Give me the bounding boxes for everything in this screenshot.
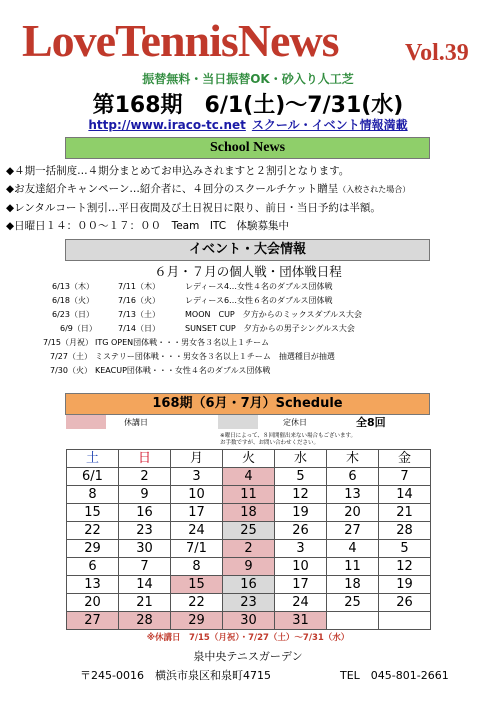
news-item: ◆お友達紹介キャンペーン…紹介者に、４回分のスクールチケット贈呈（入校された場合）: [6, 183, 411, 195]
calendar-day: 25: [327, 594, 379, 612]
calendar-day: 12: [379, 558, 431, 576]
weekday-label: 火: [223, 450, 275, 468]
calendar-day: 20: [67, 594, 119, 612]
event-date-2: 7/16（火）: [118, 296, 160, 305]
event-description: ミステリー団体戦・・・男女各３名以上１チーム 抽選種目が抽選: [95, 352, 335, 361]
calendar-day: 8: [171, 558, 223, 576]
weekday-label: 金: [379, 450, 431, 468]
calendar-day: 22: [67, 522, 119, 540]
calendar-day: 17: [275, 576, 327, 594]
calendar-day: 14: [379, 486, 431, 504]
event-date: 6/9（日）: [60, 324, 97, 333]
event-date: 6/18（火）: [52, 296, 94, 305]
event-date: 7/30（火）: [50, 366, 92, 375]
school-news-heading: School News: [65, 137, 430, 159]
calendar-day: 12: [275, 486, 327, 504]
calendar-day: 7: [119, 558, 171, 576]
calendar-day: 21: [119, 594, 171, 612]
calendar-day: 11: [327, 558, 379, 576]
calendar-day: 17: [171, 504, 223, 522]
calendar-day: 16: [119, 504, 171, 522]
session-total: 全8回: [356, 416, 386, 429]
school-news-list: [6, 162, 410, 235]
events-subtitle: ６月・７月の個人戦・団体戦日程: [154, 264, 342, 279]
calendar-day: 10: [171, 486, 223, 504]
calendar-day: 16: [223, 576, 275, 594]
legend-off-swatch: [66, 415, 106, 429]
calendar-day: 18: [223, 504, 275, 522]
calendar-day: 19: [275, 504, 327, 522]
event-date: 6/23（日）: [52, 310, 94, 319]
calendar-week-row: [67, 522, 431, 540]
calendar-week-row: [67, 594, 431, 612]
calendar-day: 24: [171, 522, 223, 540]
schedule-note-line: ※曜日によって、８回開催出来ない場合もございます。: [220, 433, 357, 439]
calendar-day: 11: [223, 486, 275, 504]
event-description: SUNSET CUP 夕方からの男子シングルス大会: [185, 324, 355, 333]
calendar-day: 29: [171, 612, 223, 630]
calendar-day: 27: [327, 522, 379, 540]
calendar-day: 30: [119, 540, 171, 558]
schedule-note: [220, 433, 356, 447]
event-date-2: 7/14（日）: [118, 324, 160, 333]
calendar-day: 9: [223, 558, 275, 576]
calendar-day: 18: [327, 576, 379, 594]
calendar-day: 15: [67, 504, 119, 522]
calendar-week-row: [67, 558, 431, 576]
calendar-week-row: [67, 576, 431, 594]
calendar-day: 23: [119, 522, 171, 540]
calendar-day: 8: [67, 486, 119, 504]
url-note: スクール・イベント情報満載: [251, 118, 408, 132]
calendar-day: 24: [275, 594, 327, 612]
weekday-label: 木: [327, 450, 379, 468]
news-item: ◆４期一括制度…４期分まとめてお申込みされますと２割引となります。: [6, 165, 350, 177]
calendar-day: [327, 612, 379, 630]
calendar-day: 23: [223, 594, 275, 612]
event-date: 6/13（木）: [52, 282, 94, 291]
calendar-day: 27: [67, 612, 119, 630]
event-description: ITG OPEN団体戦・・・男女各３名以上１チーム: [95, 338, 270, 347]
calendar-day: 26: [379, 594, 431, 612]
calendar-day: 5: [275, 468, 327, 486]
url-line: [0, 116, 496, 133]
calendar-day: 20: [327, 504, 379, 522]
calendar-day: [379, 612, 431, 630]
calendar-day: 2: [119, 468, 171, 486]
calendar-day: 6: [327, 468, 379, 486]
calendar-day: 29: [67, 540, 119, 558]
calendar-header-row: [67, 450, 431, 468]
calendar-day: 3: [275, 540, 327, 558]
calendar-week-row: [67, 468, 431, 486]
event-description: MOON CUP 夕方からのミックスダブルス大会: [185, 310, 362, 319]
news-item: ◆レンタルコート割引…平日夜間及び土日祝日に限り、前日・当日予約は半額。: [6, 202, 381, 214]
event-description: レディース6…女性６名のダブルス団体戦: [185, 296, 333, 305]
calendar-day: 22: [171, 594, 223, 612]
calendar-day: 10: [275, 558, 327, 576]
website-link[interactable]: http://www.iraco-tc.net: [88, 118, 246, 132]
calendar-day: 6: [67, 558, 119, 576]
calendar-day: 4: [223, 468, 275, 486]
weekday-label: 日: [119, 450, 171, 468]
event-description: レディース4…女性４名のダブルス団体戦: [185, 282, 333, 291]
legend-closed-swatch: [218, 415, 258, 429]
calendar-day: 21: [379, 504, 431, 522]
newsletter-title: LoveTennisNews: [22, 15, 339, 66]
shop-address: 〒245-0016 横浜市泉区和泉町4715: [80, 669, 271, 682]
tagline: 振替無料・当日振替OK・砂入り人工芝: [142, 72, 354, 86]
news-item: ◆日曜日１４：００～１７：００ Team ITC 体験募集中: [6, 220, 290, 232]
schedule-heading: 168期（6月・7月）Schedule: [65, 393, 430, 415]
period-heading: 第168期 6/1(土)～7/31(水): [92, 93, 404, 118]
event-date-2: 7/11（木）: [118, 282, 160, 291]
event-date: 7/27（土）: [50, 352, 92, 361]
volume-number: Vol.39: [405, 40, 469, 66]
calendar-day: 3: [171, 468, 223, 486]
calendar-day: 5: [379, 540, 431, 558]
calendar-day: 2: [223, 540, 275, 558]
events-heading: イベント・大会情報: [65, 239, 430, 261]
calendar-day: 28: [379, 522, 431, 540]
schedule-calendar: [66, 449, 431, 630]
calendar-day: 6/1: [67, 468, 119, 486]
calendar-day: 7/1: [171, 540, 223, 558]
calendar-day: 9: [119, 486, 171, 504]
schedule-note-line: お手数ですが、お問い合わせください。: [220, 440, 320, 446]
closure-note: ※休講日 7/15（月祝）・7/27（土）～7/31（水）: [146, 633, 350, 643]
calendar-day: 26: [275, 522, 327, 540]
weekday-label: 月: [171, 450, 223, 468]
calendar-day: 15: [171, 576, 223, 594]
calendar-day: 31: [275, 612, 327, 630]
calendar-week-row: [67, 504, 431, 522]
legend-off-label: 休講日: [124, 418, 148, 427]
calendar-day: 19: [379, 576, 431, 594]
calendar-week-row: [67, 540, 431, 558]
calendar-day: 4: [327, 540, 379, 558]
calendar-day: 30: [223, 612, 275, 630]
calendar-day: 28: [119, 612, 171, 630]
calendar-day: 13: [327, 486, 379, 504]
legend-closed-label: 定休日: [283, 418, 307, 427]
event-date: 7/15（月祝）: [43, 338, 93, 347]
shop-name: 泉中央テニスガーデン: [193, 650, 303, 663]
event-date-2: 7/13（土）: [118, 310, 160, 319]
shop-phone: TEL 045-801-2661: [340, 669, 449, 682]
calendar-week-row: [67, 486, 431, 504]
calendar-week-row: [67, 612, 431, 630]
event-description: KEACUP団体戦・・・女性４名のダブルス団体戦: [95, 366, 271, 375]
weekday-label: 水: [275, 450, 327, 468]
calendar-day: 13: [67, 576, 119, 594]
calendar-day: 25: [223, 522, 275, 540]
weekday-label: 土: [67, 450, 119, 468]
calendar-day: 14: [119, 576, 171, 594]
news-item-note: （入校された場合）: [338, 185, 411, 194]
calendar-day: 7: [379, 468, 431, 486]
